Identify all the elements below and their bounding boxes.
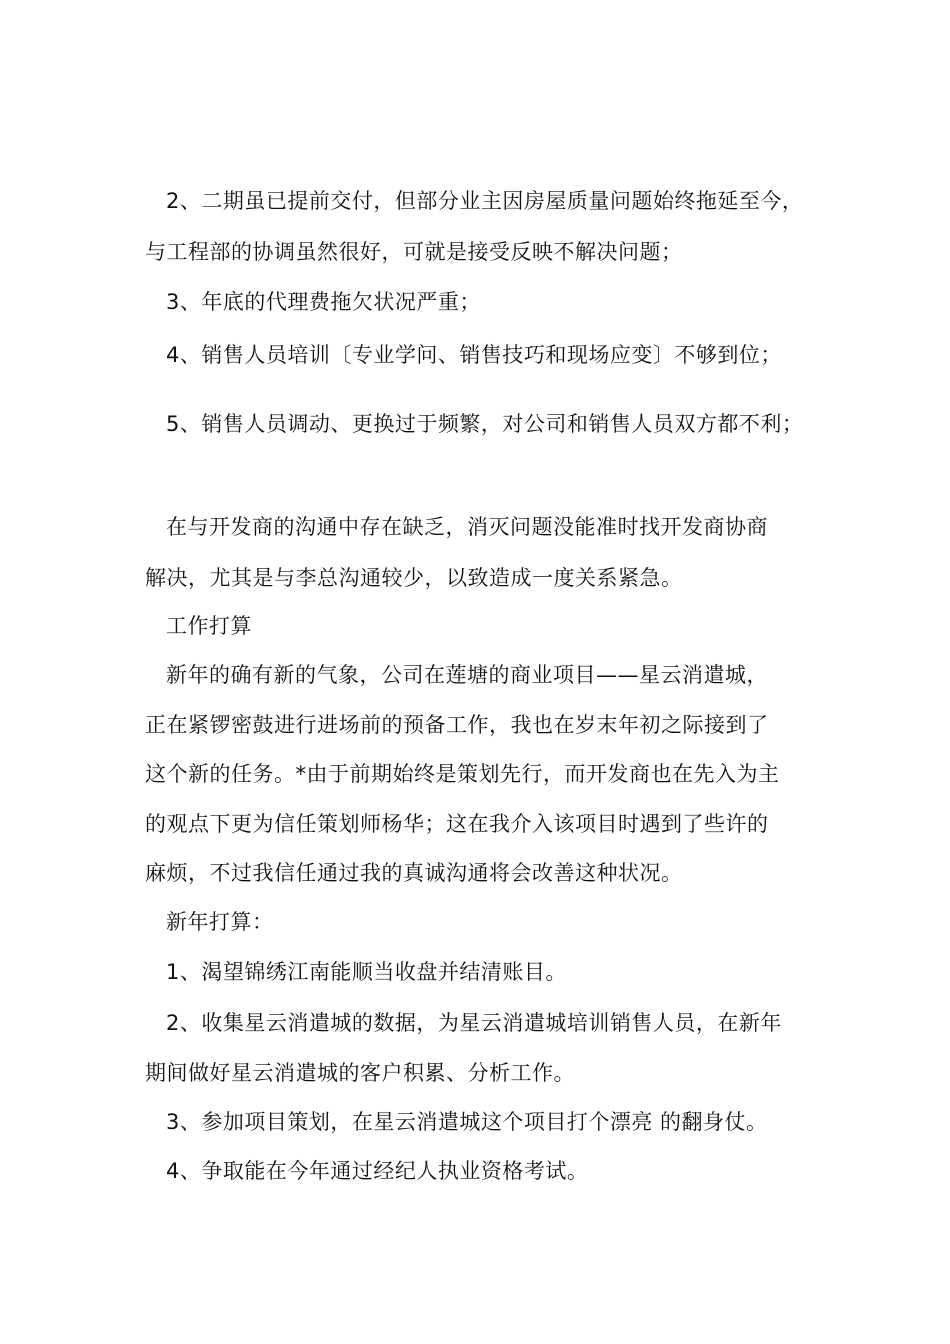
- list-item-5: 5、销售人员调动、更换过于频繁，对公司和销售人员双方都不利；: [166, 412, 804, 436]
- plan-item-2-continued: 期间做好星云消遣城的客户积累、分析工作。: [145, 1061, 575, 1085]
- plan-item-4: 4、争取能在今年通过经纪人执业资格考试。: [166, 1159, 589, 1183]
- plan-item-3: 3、参加项目策划，在星云消遣城这个项目打个漂亮 的翻身仗。: [166, 1110, 768, 1134]
- list-item-2: 2、二期虽已提前交付，但部分业主因房屋质量问题始终拖延至今，: [166, 189, 804, 213]
- section-heading-new-year-plan: 新年打算：: [166, 910, 274, 934]
- section-heading-work-plan: 工作打算: [166, 614, 252, 638]
- paragraph-new-year-line-2: 正在紧锣密鼓进行进场前的预备工作，我也在岁末年初之际接到了: [145, 713, 769, 737]
- plan-item-2: 2、收集星云消遣城的数据，为星云消遣城培训销售人员，在新年: [166, 1011, 782, 1035]
- paragraph-new-year-line-4: 的观点下更为信任策划师杨华；这在我介入该项目时遇到了些许的: [145, 812, 769, 836]
- plan-item-1: 1、渴望锦绣江南能顺当收盘并结清账目。: [166, 960, 567, 984]
- paragraph-communication: 在与开发商的沟通中存在缺乏，消灭问题没能准时找开发商协商: [166, 515, 768, 539]
- list-item-3: 3、年底的代理费拖欠状况严重；: [166, 290, 481, 314]
- paragraph-new-year: 新年的确有新的气象，公司在莲塘的商业项目——星云消遣城，: [166, 663, 768, 687]
- list-item-2-continued: 与工程部的协调虽然很好，可就是接受反映不解决问题；: [145, 240, 683, 264]
- paragraph-new-year-line-5: 麻烦，不过我信任通过我的真诚沟通将会改善这种状况。: [145, 861, 683, 885]
- paragraph-new-year-line-3: 这个新的任务。*由于前期始终是策划先行，而开发商也在先入为主: [145, 762, 780, 786]
- paragraph-communication-continued: 解决，尤其是与李总沟通较少，以致造成一度关系紧急。: [145, 566, 683, 590]
- list-item-4: 4、销售人员培训〔专业学问、销售技巧和现场应变〕不够到位；: [166, 343, 782, 367]
